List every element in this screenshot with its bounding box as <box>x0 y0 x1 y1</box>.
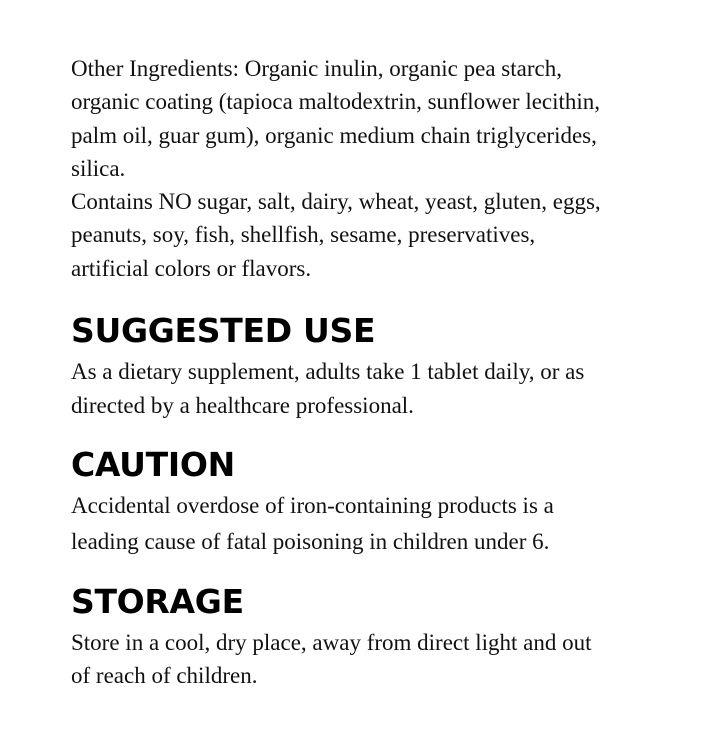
caution-line: Accidental overdose of iron-containing products is a <box>71 493 554 518</box>
caution-line: leading cause of fatal poisoning in children under 6. <box>71 529 550 554</box>
storage-line: Store in a cool, dry place, away from direct light and out <box>71 630 592 655</box>
suggested-use-heading: SUGGESTED USE <box>71 311 376 350</box>
ingredients-line: Other Ingredients: Organic inulin, organic pea starch, <box>71 56 562 81</box>
suggested-use-line: directed by a healthcare professional. <box>71 393 414 418</box>
caution-heading: CAUTION <box>71 445 235 484</box>
suggested-use-text <box>71 355 584 423</box>
storage-line: of reach of children. <box>71 663 258 688</box>
ingredients-line: silica. <box>71 155 126 181</box>
contains-line: Contains NO sugar, salt, dairy, wheat, yeast, gluten, eggs, <box>71 189 601 215</box>
storage-heading: STORAGE <box>71 582 244 621</box>
caution-text <box>71 488 554 560</box>
storage-text <box>71 626 592 692</box>
contains-line: artificial colors or flavors. <box>71 255 312 281</box>
contains-line: peanuts, soy, fish, shellfish, sesame, preservatives, <box>71 222 536 248</box>
ingredients-line: palm oil, guar gum), organic medium chain triglycerides, <box>71 122 597 148</box>
suggested-use-line: As a dietary supplement, adults take 1 tablet daily, or as <box>71 359 585 384</box>
ingredients-text <box>71 52 601 285</box>
ingredients-line: organic coating (tapioca maltodextrin, sunflower lecithin, <box>71 89 601 115</box>
